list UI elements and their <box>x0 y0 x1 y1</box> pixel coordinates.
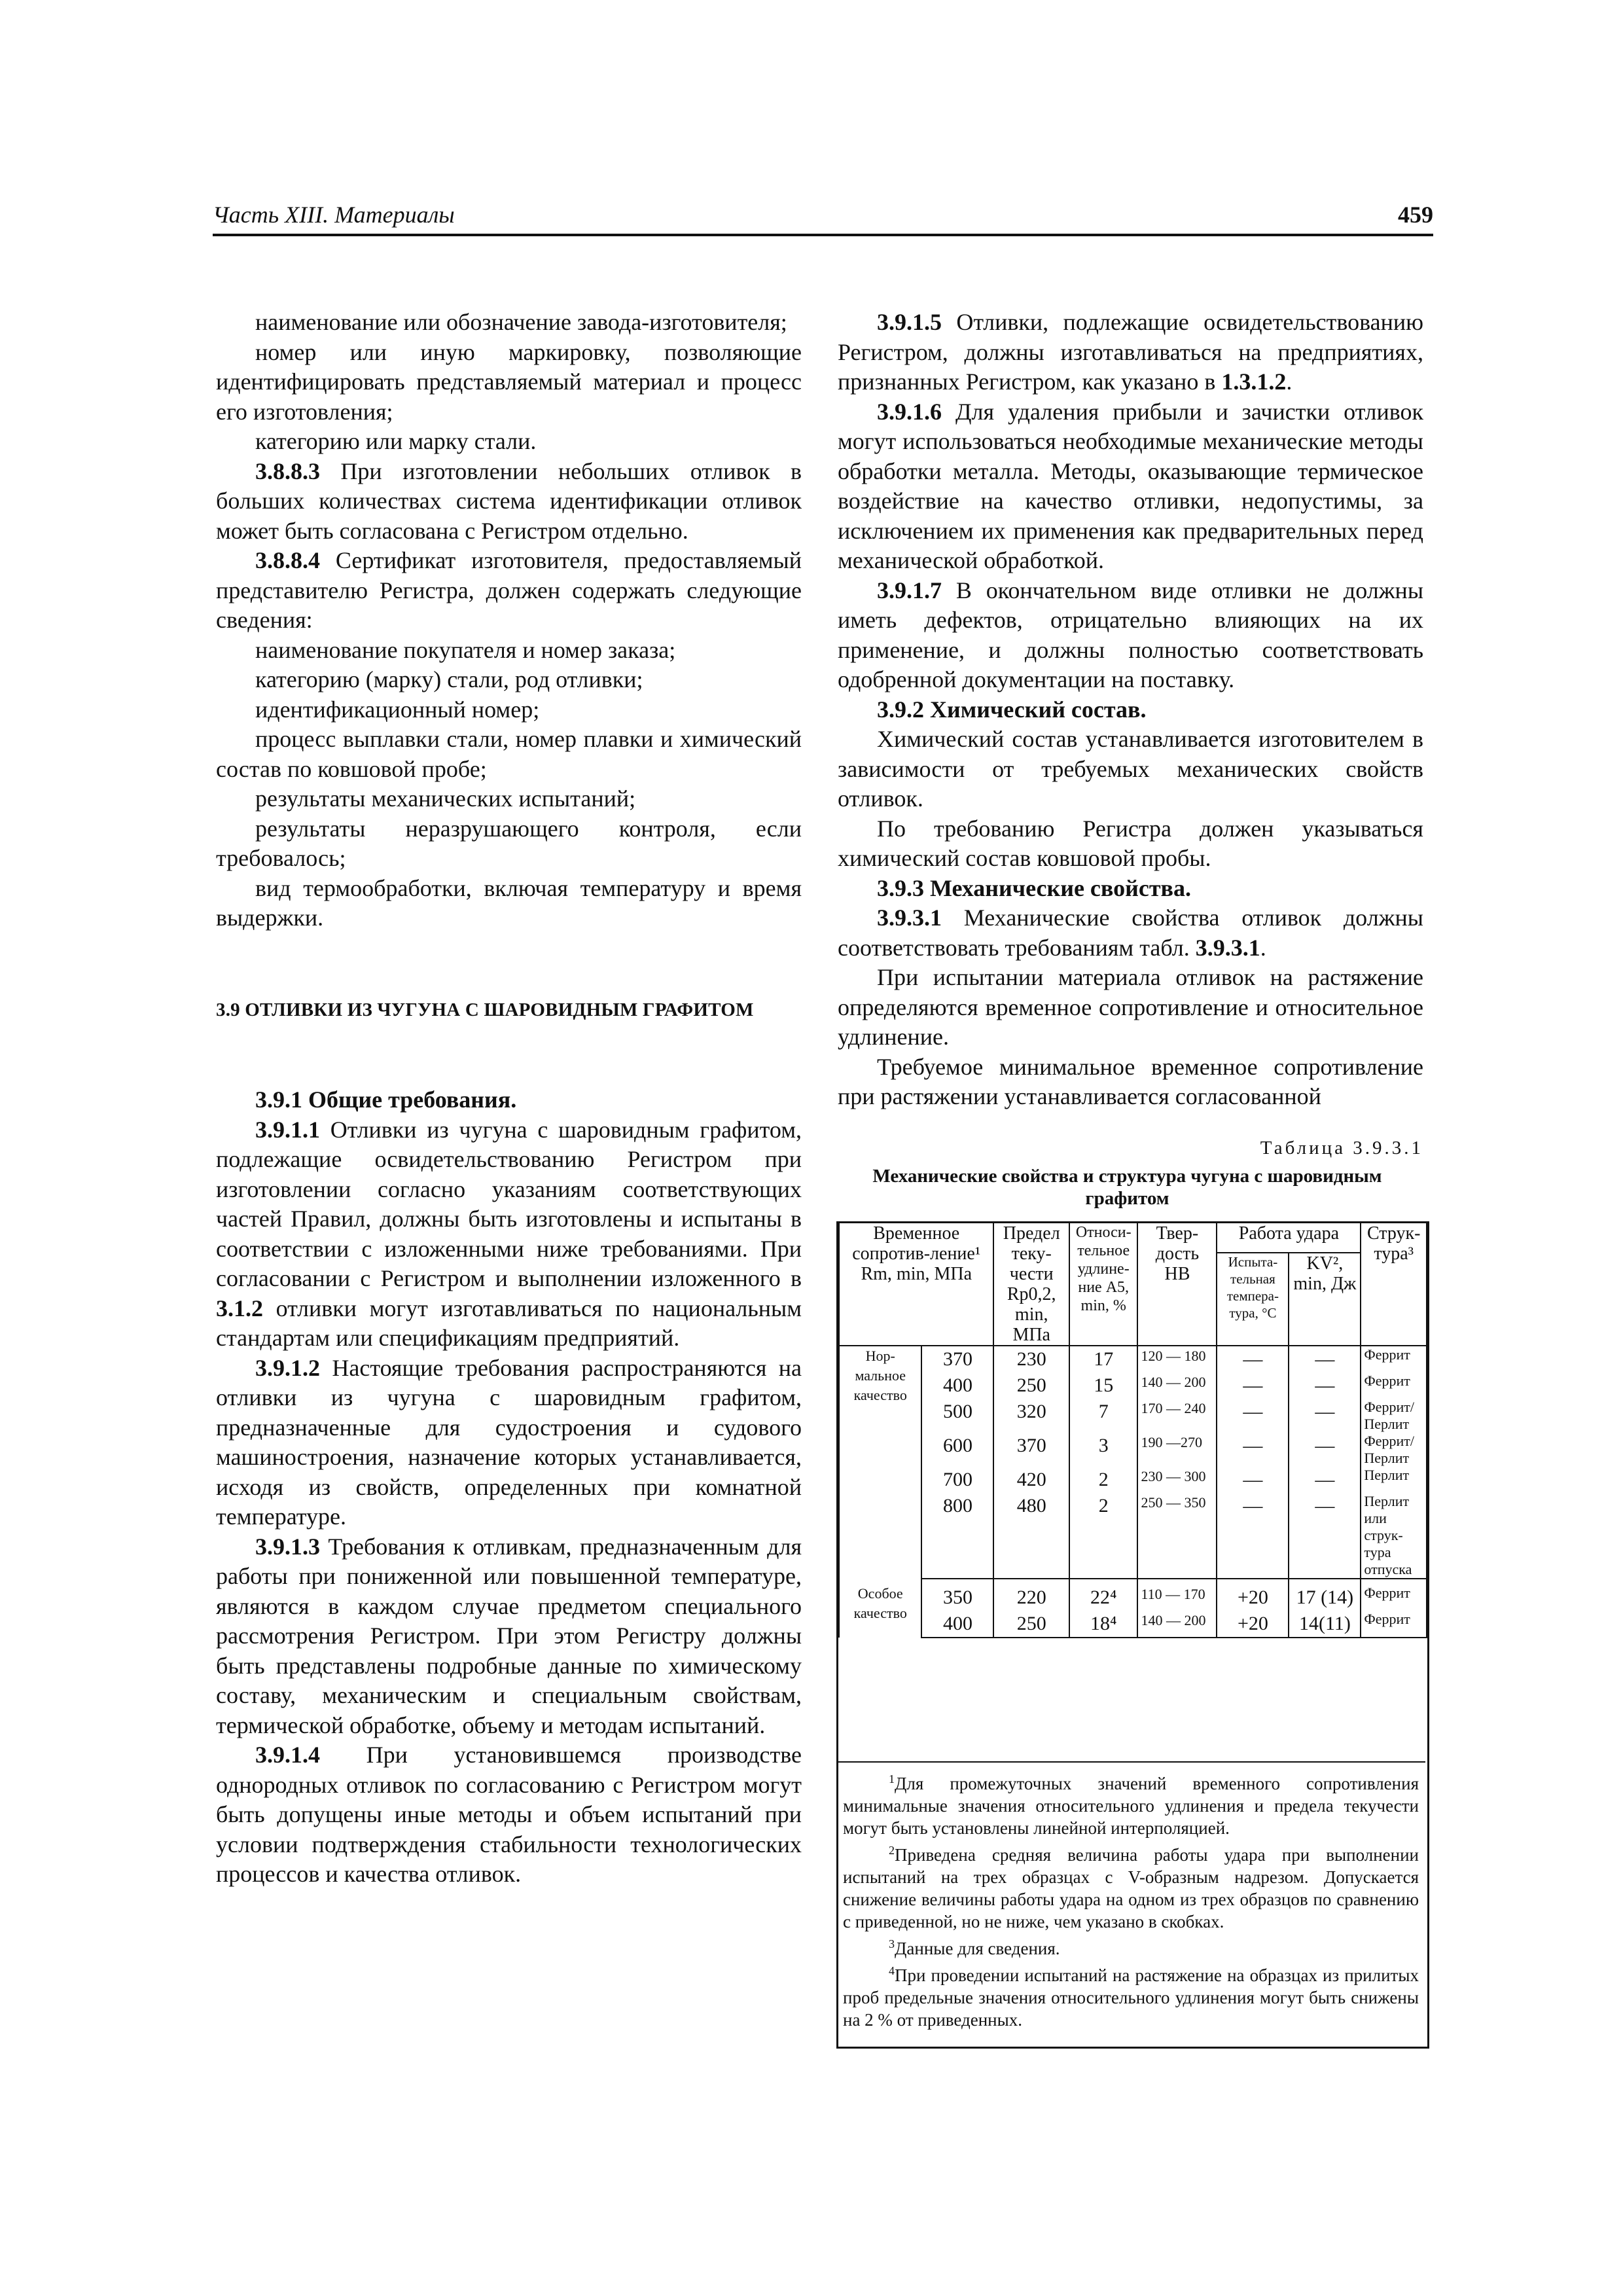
clause-number: 3.9.2 <box>877 696 924 723</box>
paragraph <box>216 546 802 636</box>
table-footnote <box>843 1768 1419 1839</box>
running-header <box>213 200 1433 236</box>
footnote-mark: 4 <box>889 1964 895 1977</box>
header-yield-strength: Предел теку-чести Rp0,2, min, МПа <box>993 1223 1069 1346</box>
elongation-value: 2 <box>1069 1467 1137 1493</box>
footnote-text: Для промежуточных значений временного сопротивления минимальные значения относительного удлинения и предела текучести могут быть установлены линейной интерполяцией. <box>843 1774 1419 1838</box>
header-test-temperature: Испыта-тельная темпера-тура, °С <box>1217 1253 1289 1346</box>
paragraph-text: Отливки из чугуна с шаровидным графитом, подлежащие освидетельствованию Регистром при изготовлении согласно указаниям соответствующих частей Правил, должны быть изготовлены и испытаны в соответствии с изложенными ниже требованиями. При согласовании с Регистром и выполнении изложенного в <box>216 1116 802 1291</box>
part-title: Часть XIII. Материалы <box>213 202 455 228</box>
paragraph-text: В окончательном виде отливки не должны иметь дефектов, отрицательно влияющих на их применение, и должны полностью соответствовать одобренной документации на поставку. <box>838 577 1424 692</box>
clause-number: 3.9.1 <box>255 1086 302 1113</box>
yield-value: 480 <box>993 1493 1069 1579</box>
paragraph <box>216 1532 802 1741</box>
table-row <box>839 1467 1427 1493</box>
page-number: 459 <box>1398 202 1433 228</box>
tensile-value: 800 <box>921 1493 993 1579</box>
paragraph-text: При изготовлении небольших отливок в больших количествах система идентификации отливок может быть согласована с Регистром отдельно. <box>216 457 802 544</box>
tensile-value: 700 <box>921 1467 993 1493</box>
temperature-value: — <box>1217 1399 1289 1433</box>
footnote-text: Данные для сведения. <box>895 1939 1060 1958</box>
table-row <box>839 1346 1427 1372</box>
elongation-value: 17 <box>1069 1346 1137 1372</box>
paragraph <box>216 1115 802 1354</box>
hardness-value: 250 — 350 <box>1137 1493 1217 1579</box>
clause-number: 3.9.1.5 <box>877 309 942 335</box>
table-caption: Таблица 3.9.3.1 <box>1260 1138 1423 1158</box>
clause-number: 3.9.3 <box>877 874 924 901</box>
temperature-value: — <box>1217 1346 1289 1372</box>
right-column <box>838 308 1423 1112</box>
subsection-heading <box>838 695 1423 725</box>
paragraph: категорию или марку стали. <box>255 428 537 454</box>
tensile-value: 400 <box>921 1611 993 1638</box>
paragraph: Химический состав устанавливается изготовителем в зависимости от требуемых механических свойств отливок. <box>838 726 1423 812</box>
footnote-text: При проведении испытаний на растяжение на образцах из прилитых проб предельные значения относительного удлинения могут быть снижены на 2 % от приведенных. <box>843 1965 1419 2030</box>
elongation-value: 15 <box>1069 1372 1137 1399</box>
clause-number: 3.9.1.2 <box>255 1354 320 1381</box>
table-notes <box>836 1761 1425 2031</box>
tensile-value: 400 <box>921 1372 993 1399</box>
paragraph: идентификационный номер; <box>255 696 540 723</box>
yield-value: 420 <box>993 1467 1069 1493</box>
table-row <box>839 1579 1427 1611</box>
paragraph: результаты механических испытаний; <box>255 785 636 812</box>
hardness-value: 230 — 300 <box>1137 1467 1217 1493</box>
table-footnote <box>843 1960 1419 2031</box>
paragraph: 3.9.1.5 Отливки, подлежащие освидетельствованию Регистром, должны изготавливаться на предприятиях, признанных Регистром, как указано в 1.3.1.2. <box>838 309 1424 395</box>
clause-number: 3.9.1.1 <box>255 1116 320 1143</box>
temperature-value: — <box>1217 1372 1289 1399</box>
quality-group-label: Особое качество <box>839 1579 921 1638</box>
subsection-title: Общие требования. <box>308 1086 517 1113</box>
header-tensile-strength: Временное сопротив-ление¹ Rm, min, МПа <box>839 1223 993 1346</box>
paragraph: Требуемое минимальное временное сопротивление при растяжении устанавливается согласованной <box>838 1053 1423 1109</box>
temperature-value: +20 <box>1217 1579 1289 1611</box>
header-kv: KV², min, Дж <box>1289 1253 1361 1346</box>
paragraph-text: Сертификат изготовителя, предоставляемый представителю Регистра, должен содержать следующие сведения: <box>216 547 802 633</box>
elongation-value: 22⁴ <box>1069 1579 1137 1611</box>
footnote-text: Приведена средняя величина работы удара при выполнении испытаний на трех образцах с V-образным надрезом. Допускается снижение величины работы удара на одном из трех образцов по сравнению с приведенной, но не ниже, чем указано в скобках. <box>843 1845 1419 1931</box>
kv-value: — <box>1289 1399 1361 1433</box>
temperature-value: — <box>1217 1493 1289 1579</box>
temperature-value: — <box>1217 1433 1289 1467</box>
subsection-heading <box>838 874 1423 904</box>
paragraph-text: Настоящие требования распространяются на отливки из чугуна с шаровидным графитом, предназначенные для судостроения и судового машиностроения, назначение которых устанавливается, исходя из свойств, определенных при комнатной температуре. <box>216 1354 802 1530</box>
structure-value: Перлит или струк-тура отпуска <box>1361 1493 1427 1579</box>
footnote-mark: 1 <box>889 1772 895 1785</box>
clause-number: 3.9.1.7 <box>877 577 942 603</box>
structure-value: Феррит <box>1361 1579 1427 1611</box>
header-elongation: Относи-тельное удлине-ние A5, min, % <box>1069 1223 1137 1346</box>
hardness-value: 190 —270 <box>1137 1433 1217 1467</box>
paragraph: категорию (марку) стали, род отливки; <box>255 666 643 692</box>
table-footnote <box>843 1839 1419 1933</box>
subsection-title: Механические свойства. <box>930 874 1191 901</box>
kv-value: 14(11) <box>1289 1611 1361 1638</box>
header-impact-energy: Работа удара <box>1217 1223 1361 1253</box>
yield-value: 220 <box>993 1579 1069 1611</box>
clause-number: 3.9.1.4 <box>255 1742 320 1768</box>
yield-value: 230 <box>993 1346 1069 1372</box>
hardness-value: 120 — 180 <box>1137 1346 1217 1372</box>
paragraph-text: Механические свойства отливок должны соответствовать требованиям табл. <box>838 905 1423 961</box>
kv-value: — <box>1289 1372 1361 1399</box>
paragraph: процесс выплавки стали, номер плавки и химический состав по ковшовой пробе; <box>216 726 802 782</box>
subsection-title: Химический состав. <box>930 696 1147 723</box>
structure-value: Феррит <box>1361 1372 1427 1399</box>
paragraph <box>216 457 802 547</box>
table-row <box>839 1611 1427 1638</box>
structure-value: Феррит/ Перлит <box>1361 1433 1427 1467</box>
paragraph <box>216 1354 802 1532</box>
kv-value: — <box>1289 1493 1361 1579</box>
yield-value: 250 <box>993 1372 1069 1399</box>
paragraph-text: Отливки, подлежащие освидетельствованию Регистром, должны изготавливаться на предприятиях, признанных Регистром, как указано в <box>838 309 1424 395</box>
temperature-value: — <box>1217 1467 1289 1493</box>
paragraph-text: При установившемся производстве однородных отливок по согласованию с Регистром могут быть допущены иные методы и объем испытаний при условии подтверждения стабильности технологических процессов и качества отливок. <box>216 1742 802 1887</box>
structure-value: Феррит <box>1361 1611 1427 1638</box>
hardness-value: 170 — 240 <box>1137 1399 1217 1433</box>
structure-value: Феррит <box>1361 1346 1427 1372</box>
table-row <box>839 1433 1427 1467</box>
tensile-value: 600 <box>921 1433 993 1467</box>
paragraph: результаты неразрушающего контроля, если требовалось; <box>216 815 802 871</box>
tensile-value: 500 <box>921 1399 993 1433</box>
clause-reference: 3.1.2 <box>216 1295 263 1321</box>
clause-number: 3.9.3.1 <box>877 905 942 931</box>
hardness-value: 140 — 200 <box>1137 1372 1217 1399</box>
clause-reference: 1.3.1.2 <box>1221 368 1287 395</box>
header-hardness: Твер-дость HB <box>1137 1223 1217 1346</box>
kv-value: 17 (14) <box>1289 1579 1361 1611</box>
elongation-value: 7 <box>1069 1399 1137 1433</box>
table-row <box>839 1372 1427 1399</box>
tensile-value: 350 <box>921 1579 993 1611</box>
temperature-value: +20 <box>1217 1611 1289 1638</box>
paragraph <box>216 1740 802 1890</box>
paragraph-text: Для удаления прибыли и зачистки отливок могут использоваться необходимые механические методы обработки металла. Методы, оказывающие термическое воздействие на качество отливки, недопустимы, за исключением их применения как предварительных перед механической обработкой. <box>838 398 1424 573</box>
section-heading: 3.9 ОТЛИВКИ ИЗ ЧУГУНА С ШАРОВИДНЫМ ГРАФИТОМ <box>216 999 754 1020</box>
structure-value: Феррит/ Перлит <box>1361 1399 1427 1433</box>
yield-value: 370 <box>993 1433 1069 1467</box>
paragraph: При испытании материала отливок на растяжение определяются временное сопротивление и относительное удлинение. <box>838 964 1423 1050</box>
paragraph: 3.9.3.1 Механические свойства отливок должны соответствовать требованиям табл. 3.9.3.1. <box>838 905 1423 961</box>
clause-number: 3.9.1.6 <box>877 398 942 425</box>
footnote-mark: 3 <box>889 1937 895 1950</box>
mechanical-properties-table <box>836 1221 1429 2049</box>
table-title: Механические свойства и структура чугуна с шаровидным графитом <box>872 1166 1382 1209</box>
footnote-mark: 2 <box>889 1844 895 1857</box>
table-footnote <box>843 1933 1419 1960</box>
table-reference: 3.9.3.1 <box>1195 934 1260 961</box>
paragraph: номер или иную маркировку, позволяющие идентифицировать представляемый материал и процесс его изготовления; <box>216 338 802 425</box>
quality-group-label: Нор-мальное качество <box>839 1346 921 1579</box>
subsection-heading <box>216 1085 802 1115</box>
tensile-value: 370 <box>921 1346 993 1372</box>
table-body <box>839 1346 1427 1638</box>
structure-value: Перлит <box>1361 1467 1427 1493</box>
paragraph: вид термообработки, включая температуру и время выдержки. <box>216 874 802 931</box>
hardness-value: 140 — 200 <box>1137 1611 1217 1638</box>
elongation-value: 18⁴ <box>1069 1611 1137 1638</box>
elongation-value: 2 <box>1069 1493 1137 1579</box>
paragraph-text: отливки могут изготавливаться по национальным стандартам или спецификациям предприятий. <box>216 1295 802 1351</box>
paragraph: наименование или обозначение завода-изготовителя; <box>255 309 787 335</box>
kv-value: — <box>1289 1346 1361 1372</box>
hardness-value: 110 — 170 <box>1137 1579 1217 1611</box>
paragraph-text: Требования к отливкам, предназначенным для работы при пониженной или повышенной температуре, являются в каждом случае предметом специального рассмотрения Регистром. При этом Регистру должны быть представлены подробные данные по химическому составу, механическим и специальным свойствам, термической обработке, объему и методам испытаний. <box>216 1533 802 1738</box>
table-row <box>839 1399 1427 1433</box>
clause-number: 3.8.8.3 <box>255 457 320 484</box>
left-column <box>216 308 802 1890</box>
elongation-value: 3 <box>1069 1433 1137 1467</box>
kv-value: — <box>1289 1433 1361 1467</box>
table-row <box>839 1493 1427 1579</box>
yield-value: 250 <box>993 1611 1069 1638</box>
yield-value: 320 <box>993 1399 1069 1433</box>
kv-value: — <box>1289 1467 1361 1493</box>
clause-number: 3.8.8.4 <box>255 547 320 573</box>
clause-number: 3.9.1.3 <box>255 1533 320 1560</box>
paragraph <box>838 576 1423 695</box>
paragraph <box>838 397 1423 576</box>
paragraph: По требованию Регистра должен указываться химический состав ковшовой пробы. <box>838 815 1423 871</box>
paragraph: наименование покупателя и номер заказа; <box>255 636 676 663</box>
header-structure: Струк-тура³ <box>1361 1223 1427 1346</box>
